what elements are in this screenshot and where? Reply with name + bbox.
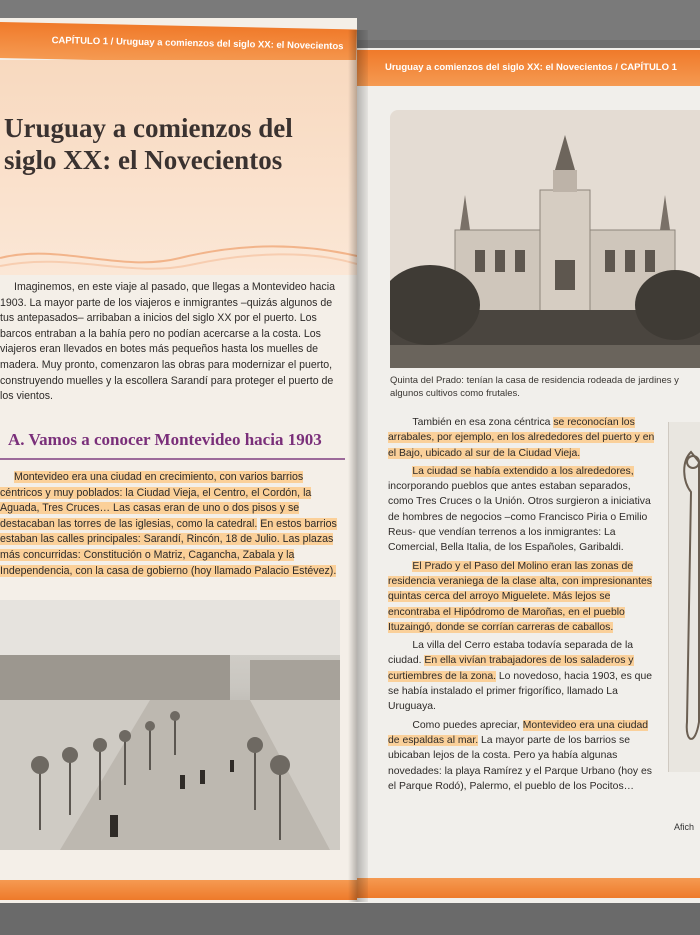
p4-highlight: En ella vivían trabajadores de los saladeros y curtiembres de la zona. [388,655,634,682]
left-running-header: CAPÍTULO 1 / Uruguay a comienzos del siglo XX: el Novecientos [0,22,357,65]
section-heading: A. Vamos a conocer Montevideo hacia 1903 [8,430,322,449]
poster-figure-illustration [669,422,700,772]
right-running-header: Uruguay a comienzos del siglo XX: el Novecientos / CAPÍTULO 1 [357,50,700,86]
street-photo-illustration [0,600,340,850]
paragraph-1 [388,415,658,461]
p5-plain-1: Como puedes apreciar, [412,719,523,731]
p4-plain-2: Lo novedoso, hacia 1903, es que se había instalado el primer frigorífico, llamado La Uruguaya. [388,670,652,713]
intro-text: Imaginemos, en este viaje al pasado, que llegas a Montevideo hacia 1903. La mayor parte de los viajeros e inmigrantes –quizás algunos de tus antepasados– arribaban a inicios del siglo XX por el puerto. Los barcos entraban a la bahía pero no podían acercarse a la costa. Los viajeros eran llevados en botes más pequeños hasta los muelles de madera. Muy pronto, comenzaron las obras para modernizar el puerto, construyendo muelles y la escollera Sarandí para proteger el puerto de los vientos. [0,281,335,403]
left-bottom-band [0,880,357,900]
section-text [0,470,345,579]
photo-caption: Quinta del Prado: tenían la casa de residencia rodeada de jardines y algunos cultivos como frutales. [390,375,679,399]
p1-highlight: se reconocían los arrabales, por ejemplo, en los alrededores del puerto y en el Bajo, ubicado al sur de la Ciudad Vieja. [388,417,655,459]
decorative-wave [0,238,357,278]
p1-plain: También en esa zona céntrica [412,417,554,428]
quinta-building-illustration [390,110,700,368]
page-title [4,112,349,176]
right-bottom-band [357,878,700,898]
quinta-del-prado-photo [390,110,700,368]
historic-street-photo [0,600,340,850]
right-page-text [388,415,658,797]
paragraph-3 [388,559,658,635]
page-title-line-1: Uruguay a comienzos del [4,113,293,143]
table-surface-bottom [0,900,700,935]
p3-highlight: El Prado y el Paso del Molino eran las zonas de residencia veraniega de la clase alta, con impresionantes quintas cerca del arroyo Miguelete. Más lejos se encontraba el Hipódromo de Maroñas, en el pueblo Ituzaingó, donde se corrían carreras de caballos. [388,560,652,633]
paragraph-5 [388,718,658,794]
section-rule [0,458,345,460]
p2-plain: incorporando pueblos que antes estaban separados, como Tres Cruces o la Unión. Otros surgieron a iniciativa de hombres de negocios –como Francisco Piria o Emilio Reus- que vendían terrenos a los inmigrantes: La Comercial, Bella Italia, de los Españoles, Garibaldi. [388,481,651,554]
book-gutter [348,30,368,902]
poster-figure-edge [668,422,700,772]
intro-paragraph [0,280,345,405]
page-title-line-2: siglo XX: el Novecientos [4,145,283,175]
paragraph-2 [388,464,658,556]
p2-highlight: La ciudad se había extendido a los alrededores, [412,465,634,477]
p4-plain-1: La villa del Cerro estaba todavía separada de la ciudad. [388,640,634,667]
highlight-2: En estos barrios estaban las calles principales: Sarandí, Rincón, 18 de Julio. Las plazas más concurridas: Constitución o Matriz, Cagancha, Zabala y la Independencia, con la casa de gobierno (hoy llamado Palacio Estévez). [0,517,337,577]
poster-caption-fragment: Afich [674,822,695,832]
paragraph-4 [388,638,658,714]
section-paragraph [0,470,345,579]
p5-plain-2: La mayor parte de los barrios se ubicaban lejos de la costa. Pero ya había algunas novedades: la playa Ramírez y el Parque Urbano (hoy es el Parque Rodó), Palermo, el pueblo de los Pocitos… [388,734,652,792]
highlight-1: Montevideo era una ciudad en crecimiento, con varios barrios céntricos y muy poblados: la Ciudad Vieja, el Centro, el Cordón, la Aguada, Tres Cruces… Las casas eran de uno o dos pisos y se destacaban las torres de las iglesias, como la catedral. [0,471,312,530]
p5-highlight: Montevideo era una ciudad de espaldas al mar. [388,719,649,746]
